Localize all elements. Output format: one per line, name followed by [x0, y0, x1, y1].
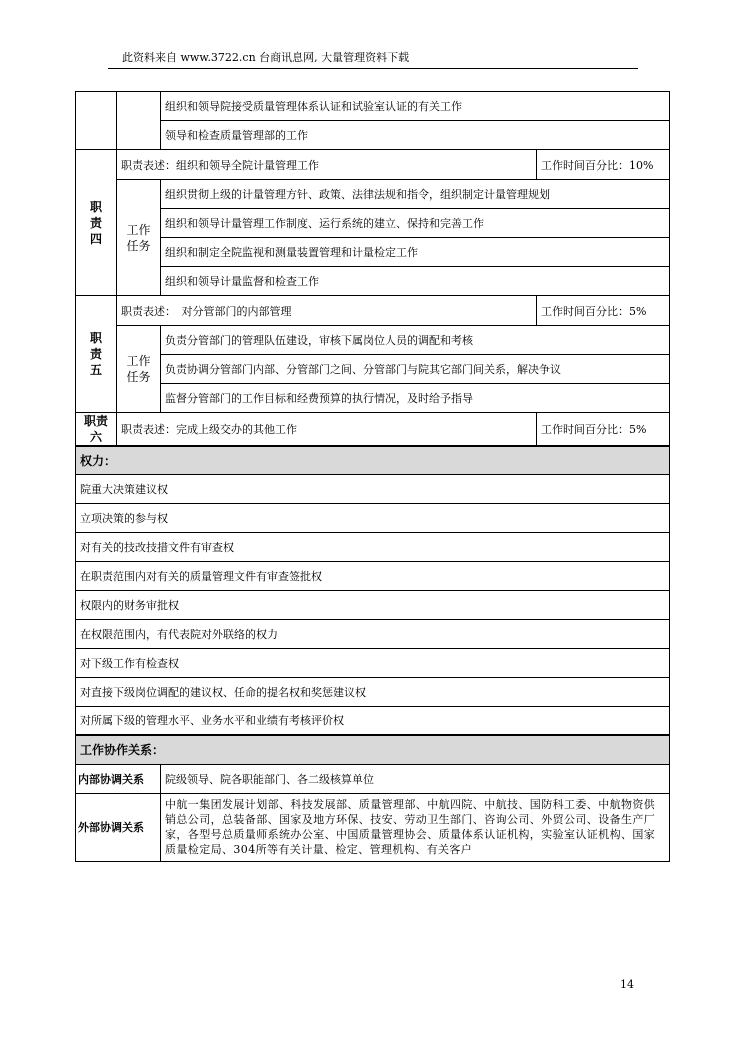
authority-title-row [76, 446, 670, 474]
authority-item: 对下级工作有检查权 [76, 648, 670, 677]
top-task-label-cell [117, 92, 161, 150]
duty-six-desc: 职责表述：完成上级交办的其他工作 [117, 413, 537, 447]
internal-relations-value: 院级领导、院各职能部门、各二级核算单位 [161, 764, 670, 793]
duty-five-label: 职 责 五 [76, 296, 117, 413]
duty-four-task-2: 组织和制定全院监视和测量装置管理和计量检定工作 [161, 238, 670, 267]
duty-four-task-label: 工作 任务 [117, 180, 161, 296]
top-task-row [76, 92, 670, 121]
authority-item: 立项决策的参与权 [76, 503, 670, 532]
duty-five-task-row [76, 384, 670, 413]
duty-six-time: 工作时间百分比：5% [537, 413, 670, 447]
duty-five-time: 工作时间百分比：5% [537, 296, 670, 326]
duty-six-label: 职责 六 [76, 413, 117, 447]
external-relations-value: 中航一集团发展计划部、科技发展部、质量管理部、中航四院、中航技、国防科工委、中航物资供销总公司，总装备部、国家及地方环保、技安、劳动卫生部门、咨询公司、外贸公司、设备生产厂家，各型号总质量师系统办公室、中国质量管理协会、质量体系认证机构，实验室认证机构、国家质量检定局、304所等有关计量、检定、管理机构、有关客户 [161, 793, 670, 861]
top-duty-label-cell [76, 92, 117, 150]
internal-relations-label: 内部协调关系 [76, 764, 161, 793]
duty-four-task-row [76, 238, 670, 267]
authority-item: 对有关的技改技措文件有审查权 [76, 532, 670, 561]
duty-four-task-row [76, 267, 670, 296]
duty-four-label: 职 责 四 [76, 150, 117, 296]
page-header [108, 48, 638, 69]
duty-four-desc: 职责表述：组织和领导全院计量管理工作 [117, 150, 537, 180]
duty-five-desc-row [76, 296, 670, 326]
duty-four-task-row [76, 209, 670, 238]
duty-six-row [76, 413, 670, 447]
duty-four-desc-row [76, 150, 670, 180]
authority-item: 对直接下级岗位调配的建议权、任命的提名权和奖惩建议权 [76, 677, 670, 706]
duty-five-task-0: 负责分管部门的管理队伍建设，审核下属岗位人员的调配和考核 [161, 326, 670, 355]
duty-four-task-1: 组织和领导计量管理工作制度、运行系统的建立、保持和完善工作 [161, 209, 670, 238]
authority-item: 在职责范围内对有关的质量管理文件有审查签批权 [76, 561, 670, 590]
authority-item: 院重大决策建议权 [76, 474, 670, 503]
duty-five-task-2: 监督分管部门的工作目标和经费预算的执行情况，及时给予指导 [161, 384, 670, 413]
duty-five-task-row [76, 355, 670, 384]
external-relations-row [76, 793, 670, 861]
top-task-row [76, 121, 670, 150]
duty-five-desc: 职责表述： 对分管部门的内部管理 [117, 296, 537, 326]
duty-four-time: 工作时间百分比：10% [537, 150, 670, 180]
relations-title: 工作协作关系： [76, 735, 670, 764]
authority-item: 对所属下级的管理水平、业务水平和业绩有考核评价权 [76, 706, 670, 735]
duty-four-task-0: 组织贯彻上级的计量管理方针、政策、法律法规和指令，组织制定计量管理规划 [161, 180, 670, 209]
authority-item: 在权限范围内，有代表院对外联络的权力 [76, 619, 670, 648]
authority-item: 权限内的财务审批权 [76, 590, 670, 619]
top-task-0: 组织和领导院接受质量管理体系认证和试验室认证的有关工作 [161, 92, 670, 121]
authority-title: 权力： [76, 446, 670, 474]
job-description-table [75, 91, 670, 862]
relations-title-row [76, 735, 670, 764]
duty-five-task-1: 负责协调分管部门内部、分管部门之间、分管部门与院其它部门间关系，解决争议 [161, 355, 670, 384]
duty-five-task-label: 工作 任务 [117, 326, 161, 413]
header-text: 此资料来自 www.3722.cn 台商讯息网, 大量管理资料下载 [122, 51, 410, 64]
top-task-1: 领导和检查质量管理部的工作 [161, 121, 670, 150]
duty-four-task-row [76, 180, 670, 209]
page-number: 14 [620, 978, 634, 991]
duty-five-task-row [76, 326, 670, 355]
external-relations-label: 外部协调关系 [76, 793, 161, 861]
duty-four-task-3: 组织和领导计量监督和检查工作 [161, 267, 670, 296]
internal-relations-row [76, 764, 670, 793]
